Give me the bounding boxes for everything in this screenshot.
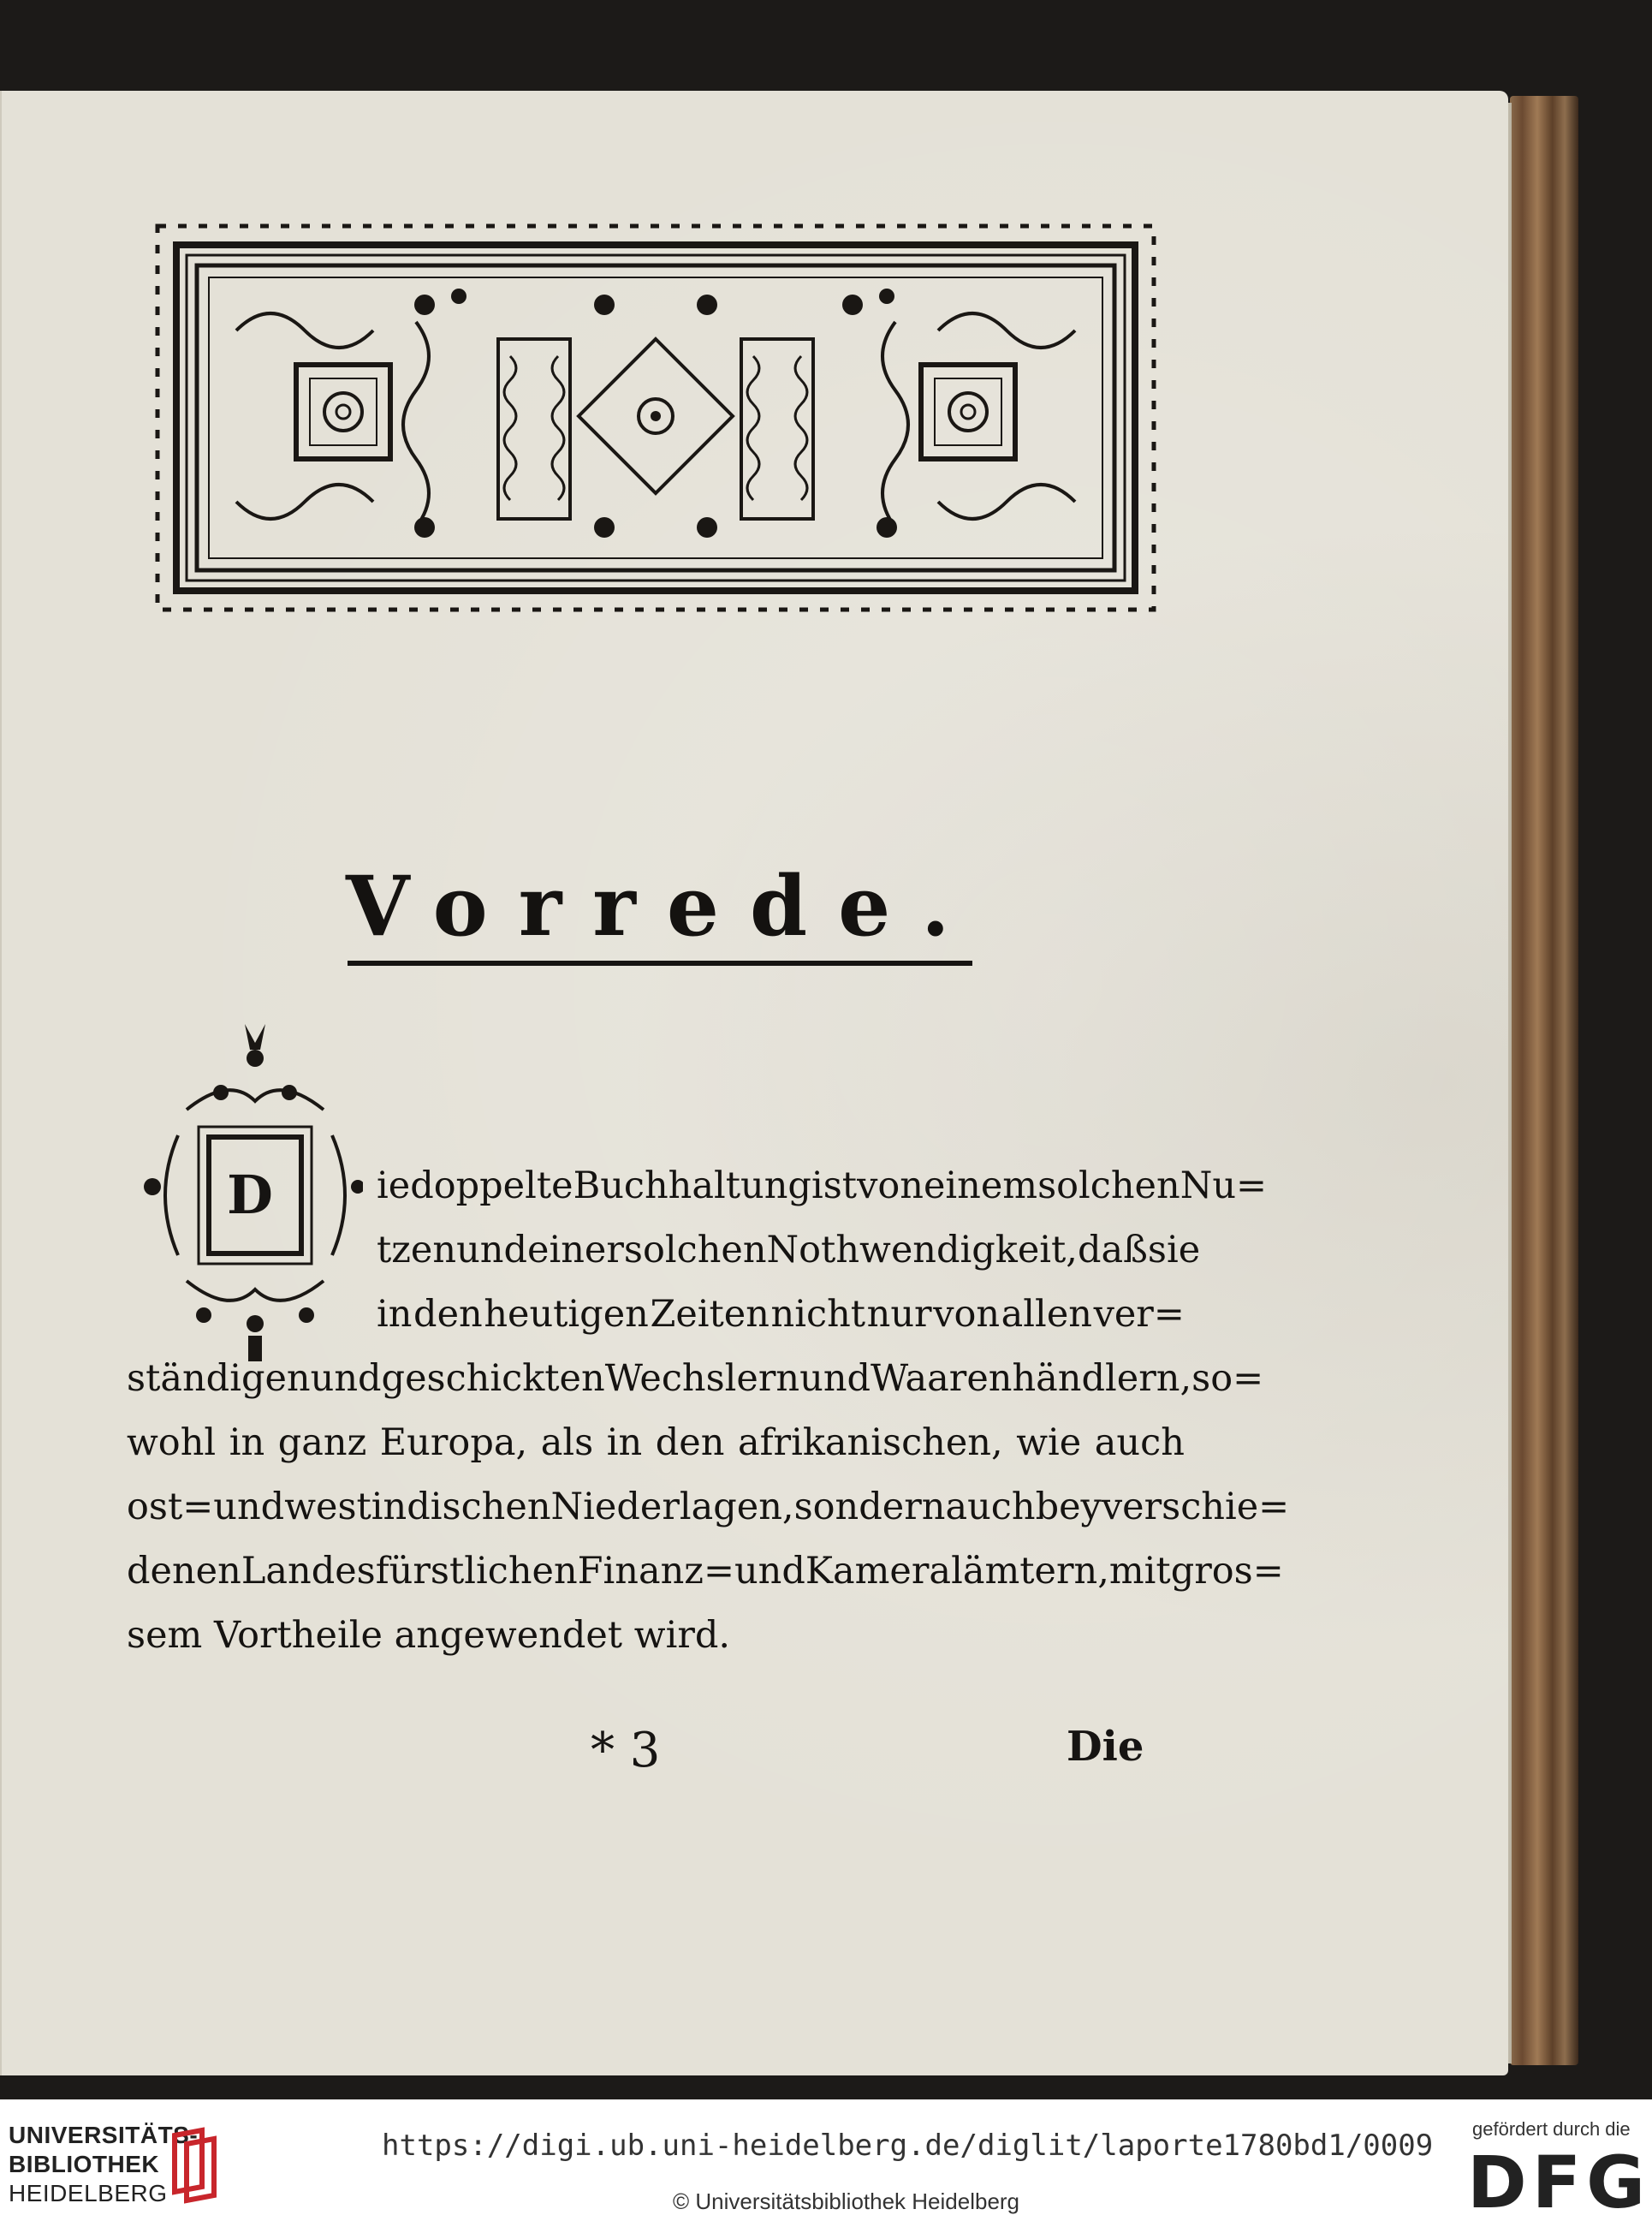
text-line: ost = und westindischen Niederlagen, sondern auch bey verschie=: [127, 1486, 1290, 1528]
signature-mark: * 3: [591, 1723, 661, 1778]
permalink-url[interactable]: https://digi.ub.uni-heidelberg.de/diglit/laporte1780bd1/0009: [382, 2129, 1434, 2163]
initial-letter: D: [227, 1164, 273, 1226]
text-line: ie doppelte Buchhaltung ist von einem solchen Nu=: [377, 1164, 1268, 1207]
page-title: Vorrede.: [346, 858, 981, 955]
library-name-line1: UNIVERSITÄTS-: [9, 2122, 199, 2148]
text-line: sem Vortheile angewendet wird.: [127, 1614, 731, 1657]
text-line: in den heutigen Zeiten nicht nur von allen ver=: [377, 1293, 1185, 1336]
ornamental-headpiece: [142, 211, 1169, 625]
text-line: tzen und einer solchen Nothwendigkeit, daß sie: [377, 1229, 1201, 1271]
text-line: ständigen und geschickten Wechslern und Waarenhändlern, so=: [127, 1357, 1264, 1400]
body-text: [127, 1154, 1290, 1668]
dfg-logo: DFG: [1467, 2141, 1651, 2224]
copyright-notice: © Universitätsbibliothek Heidelberg: [673, 2188, 1020, 2214]
title-rule: [348, 961, 972, 966]
book-spine: [1510, 96, 1578, 2065]
library-name-line2: BIBLIOTHEK: [9, 2151, 160, 2177]
library-logo-icon: [168, 2127, 223, 2206]
funding-caption: gefördert durch die: [1472, 2118, 1631, 2140]
library-name-line3: HEIDELBERG: [9, 2180, 168, 2206]
text-line: wohl in ganz Europa, als in den afrikanischen, wie auch: [127, 1421, 1185, 1464]
text-line: denen Landesfürstlichen Finanz=und Kameralämtern, mit gros=: [127, 1550, 1284, 1593]
catchword: Die: [1067, 1723, 1144, 1771]
